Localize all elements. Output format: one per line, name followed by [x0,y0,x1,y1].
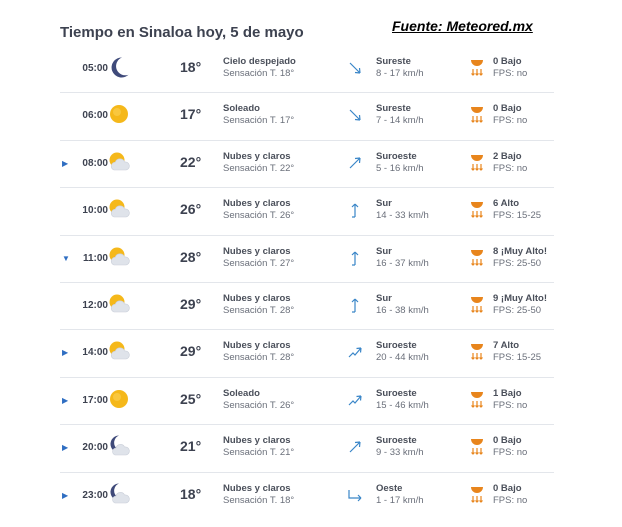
forecast-row [60,188,554,235]
uv-info [493,293,547,317]
feels-like: Sensación T. 17° [223,115,295,127]
wind-info [376,56,424,80]
caret-right-icon[interactable]: ▶ [62,158,69,168]
caret-down-icon[interactable]: ▼ [62,253,70,263]
wind-speed: 16 - 37 km/h [376,257,429,269]
hourly-forecast-table [60,46,554,520]
sky-condition: Soleado [223,387,260,399]
uv-info [493,198,541,222]
fps-recommendation: FPS: no [493,115,528,127]
wind-info [376,246,429,270]
uv-sun-icon [469,389,485,409]
uv-info [493,435,527,459]
uv-sun-icon [469,57,485,77]
wind-speed: 9 - 33 km/h [376,447,424,459]
sun-cloud-icon [107,292,131,316]
wind-info [376,198,429,222]
uv-index: 1 Bajo [493,387,522,399]
uv-info [493,483,527,507]
wind-direction: Suroeste [376,340,417,352]
fps-recommendation: FPS: no [493,162,528,174]
wind-speed: 16 - 38 km/h [376,304,429,316]
feels-like: Sensación T. 27° [223,257,295,269]
sun-icon [107,102,131,126]
sky-description [223,388,294,412]
forecast-row[interactable] [60,236,554,283]
uv-info [493,388,527,412]
feels-like: Sensación T. 21° [223,447,295,459]
hour-label: 14:00 [82,347,108,359]
temperature: 28° [180,248,202,265]
sun-icon [107,387,131,411]
forecast-row [60,283,554,330]
fps-recommendation: FPS: no [493,447,528,459]
sky-description [223,293,294,317]
sky-condition: Nubes y claros [223,482,291,494]
uv-sun-icon [469,484,485,504]
caret-right-icon[interactable]: ▶ [62,443,69,453]
caret-right-icon[interactable]: ▶ [62,490,69,500]
uv-index: 0 Bajo [493,56,522,67]
sky-condition: Soleado [223,103,260,115]
sky-description [223,435,294,459]
uv-sun-icon [469,436,485,456]
uv-index: 0 Bajo [493,482,522,494]
sky-description [223,56,296,80]
hour-label: 17:00 [82,394,108,406]
temperature: 17° [180,106,202,123]
wind-direction-icon [347,392,363,408]
wind-direction: Sureste [376,103,411,115]
feels-like: Sensación T. 28° [223,352,295,364]
sun-cloud-icon [107,339,131,363]
wind-info [376,103,424,127]
temperature: 18° [180,485,202,502]
wind-speed: 1 - 17 km/h [376,494,424,506]
uv-info [493,151,527,175]
wind-direction: Sur [376,245,392,257]
forecast-row[interactable] [60,378,554,425]
sun-cloud-icon [107,150,131,174]
wind-direction: Suroeste [376,150,417,162]
fps-recommendation: FPS: no [493,399,528,411]
feels-like: Sensación T. 18° [223,494,295,506]
uv-sun-icon [469,341,485,361]
moon-icon [107,55,131,79]
wind-info [376,388,429,412]
sky-description [223,151,294,175]
wind-direction-icon [347,250,363,266]
temperature: 29° [180,343,202,360]
wind-info [376,151,424,175]
hour-label: 20:00 [82,442,108,454]
uv-index: 7 Alto [493,340,520,352]
wind-speed: 7 - 14 km/h [376,115,424,127]
wind-direction: Sur [376,198,392,210]
wind-info [376,483,424,507]
sky-condition: Nubes y claros [223,435,291,447]
uv-sun-icon [469,152,485,172]
feels-like: Sensación T. 18° [223,68,295,79]
wind-direction-icon [347,155,363,171]
hour-label: 10:00 [82,205,108,217]
wind-info [376,293,429,317]
feels-like: Sensación T. 22° [223,162,295,174]
wind-direction-icon [347,107,363,123]
wind-info [376,340,429,364]
uv-info [493,56,527,80]
fps-recommendation: FPS: 15-25 [493,352,542,364]
uv-sun-icon [469,199,485,219]
wind-speed: 5 - 16 km/h [376,162,424,174]
fps-recommendation: FPS: no [493,68,528,79]
forecast-row[interactable] [60,473,554,520]
uv-index: 2 Bajo [493,150,522,162]
hour-label: 06:00 [82,110,108,122]
uv-sun-icon [469,104,485,124]
temperature: 22° [180,153,202,170]
feels-like: Sensación T. 26° [223,210,295,222]
uv-info [493,340,541,364]
sky-description [223,198,294,222]
wind-direction-icon [347,487,363,503]
wind-direction-icon [347,344,363,360]
forecast-row[interactable] [60,425,554,472]
wind-speed: 14 - 33 km/h [376,210,429,222]
caret-right-icon[interactable]: ▶ [62,395,69,405]
uv-sun-icon [469,247,485,267]
moon-cloud-icon [107,434,131,458]
wind-direction: Sur [376,292,392,304]
sky-condition: Nubes y claros [223,245,291,257]
feels-like: Sensación T. 28° [223,304,295,316]
wind-direction-icon [347,297,363,313]
wind-direction: Oeste [376,482,403,494]
sky-description [223,103,294,127]
sun-cloud-icon [107,197,131,221]
wind-speed: 8 - 17 km/h [376,68,424,79]
temperature: 26° [180,201,202,218]
sky-condition: Nubes y claros [223,198,291,210]
uv-info [493,246,547,270]
uv-index: 9 ¡Muy Alto! [493,292,548,304]
forecast-row [60,46,554,93]
moon-cloud-icon [107,482,131,506]
hour-label: 08:00 [82,157,108,169]
temperature: 25° [180,390,202,407]
caret-right-icon[interactable]: ▶ [62,348,69,358]
sky-description [223,340,294,364]
uv-index: 0 Bajo [493,435,522,447]
temperature: 18° [180,59,202,75]
sky-description [223,483,294,507]
wind-speed: 20 - 44 km/h [376,352,429,364]
wind-direction: Sureste [376,56,411,67]
forecast-row[interactable] [60,330,554,377]
wind-direction-icon [347,60,363,76]
uv-index: 0 Bajo [493,103,522,115]
forecast-row [60,93,554,140]
wind-direction: Suroeste [376,387,417,399]
sky-condition: Nubes y claros [223,340,291,352]
fps-recommendation: FPS: 15-25 [493,210,542,222]
hour-label: 11:00 [82,252,108,264]
uv-index: 6 Alto [493,198,520,210]
feels-like: Sensación T. 26° [223,399,295,411]
fps-recommendation: FPS: 25-50 [493,257,542,269]
wind-direction: Suroeste [376,435,417,447]
hour-label: 05:00 [82,63,108,74]
temperature: 21° [180,438,202,455]
source-link[interactable]: Fuente: Meteored.mx [392,18,533,34]
wind-direction-icon [347,202,363,218]
sky-description [223,246,294,270]
wind-speed: 15 - 46 km/h [376,399,429,411]
sun-cloud-icon [107,245,131,269]
uv-info [493,103,527,127]
sky-condition: Cielo despejado [223,56,296,67]
wind-direction-icon [347,439,363,455]
fps-recommendation: FPS: 25-50 [493,304,542,316]
hour-label: 12:00 [82,299,108,311]
uv-sun-icon [469,294,485,314]
forecast-row[interactable] [60,141,554,188]
page-title: Tiempo en Sinaloa hoy, 5 de mayo [60,24,304,41]
wind-info [376,435,424,459]
uv-index: 8 ¡Muy Alto! [493,245,548,257]
temperature: 29° [180,295,202,312]
sky-condition: Nubes y claros [223,150,291,162]
hour-label: 23:00 [82,489,108,501]
sky-condition: Nubes y claros [223,292,291,304]
fps-recommendation: FPS: no [493,494,528,506]
